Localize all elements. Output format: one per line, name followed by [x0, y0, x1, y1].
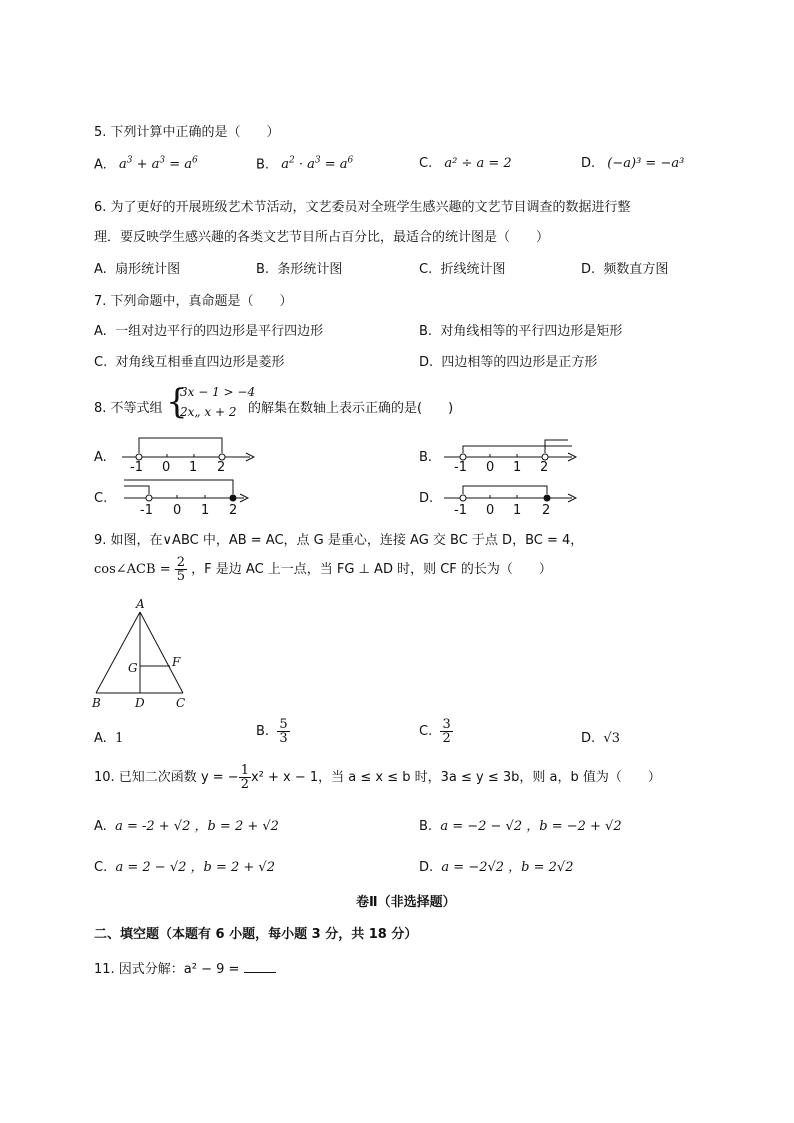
option-letter: D. [581, 156, 596, 171]
tick-label: 2 [542, 503, 551, 516]
label-g: G [128, 661, 138, 675]
filled-dot [544, 495, 550, 501]
label-d: D [135, 696, 145, 710]
label-c: C [176, 696, 186, 710]
tick-label: -1 [454, 503, 467, 516]
q6-stem-line1: 6. 为了更好的开展班级艺术节活动，文艺委员对全班学生感兴趣的文艺节目调查的数据进行整 [94, 200, 631, 215]
label-b: B [92, 696, 101, 710]
solution-ray-left-2 [124, 480, 233, 494]
q6-option-c[interactable]: C. 折线统计图 [419, 262, 506, 277]
q7-option-d[interactable]: D. 四边相等的四边形是正方形 [419, 355, 598, 370]
q5-option-c[interactable] [419, 156, 512, 171]
q9-option-d[interactable]: D. √3 [581, 731, 620, 746]
q8-ineq1: 3x − 1 > −4 [180, 385, 256, 399]
tick-label: 0 [486, 460, 495, 472]
q9-option-c[interactable]: C. $\frac{3}{2}$ [419, 717, 451, 746]
tick-label: 1 [201, 503, 210, 516]
open-dot [146, 495, 152, 501]
number-line-d[interactable] [440, 476, 590, 516]
label-f: F [172, 655, 181, 669]
q10-option-b[interactable]: B. a = −2 − √2 ，b = −2 + √2 [419, 819, 622, 834]
solution-bracket [139, 438, 222, 453]
triangle-figure [88, 596, 198, 712]
q5-b-expr: $a^2 \cdot a^3 = a^6$ [281, 156, 354, 173]
q5-option-d[interactable] [581, 156, 684, 171]
open-dot [460, 495, 466, 501]
q10-option-c[interactable]: C. a = 2 − √2 ，b = 2 + √2 [94, 860, 275, 875]
part2-title: 卷Ⅱ（非选择题） [356, 895, 456, 910]
tick-label: 2 [540, 460, 549, 472]
q8-ineq2: 2x„ x + 2 [180, 405, 237, 419]
option-letter: B. [256, 157, 270, 173]
tick-label: 1 [189, 460, 198, 472]
tick-label: 2 [229, 503, 238, 516]
solution-ray-right [463, 446, 572, 453]
tick-label: -1 [130, 460, 143, 472]
number-line-a[interactable] [118, 432, 268, 472]
q10-option-a[interactable]: A. a = -2 + √2 ，b = 2 + √2 [94, 819, 279, 834]
q10-option-d[interactable]: D. a = −2√2 ，b = 2√2 [419, 860, 574, 875]
q9-option-b[interactable]: B. $\frac{5}{3}$ [256, 717, 288, 746]
tick-label: 1 [513, 460, 522, 472]
q9-stem-line1: 9. 如图，在∨ABC 中，AB = AC，点 G 是重心，连接 AG 交 BC 于点 D，BC = 4， [94, 533, 584, 548]
q7-stem: 7. 下列命题中，真命题是（ ） [94, 294, 293, 309]
q8-option-d-letter[interactable]: D. [419, 491, 434, 506]
q7-option-a[interactable]: A. 一组对边平行的四边形是平行四边形 [94, 324, 324, 339]
q9-stem-line2: cos∠ACB = $\frac{2}{5}$ ，F 是边 AC 上一点，当 FG ⊥ AD 时，则 CF 的长为（ ） [94, 555, 552, 584]
q5-c-expr: a² ÷ a = 2 [444, 156, 512, 171]
option-letter: C. [419, 156, 433, 171]
q5-a-expr: $a^3 + a^3 = a^6$ [118, 156, 198, 173]
q8-option-c-letter[interactable]: C. [94, 491, 108, 506]
q8-prefix: 8. 不等式组 [94, 401, 163, 416]
q6-option-a[interactable]: A. 扇形统计图 [94, 262, 181, 277]
q8-option-b-letter[interactable]: B. [419, 450, 433, 465]
section2-title: 二、填空题（本题有 6 小题，每小题 3 分，共 18 分） [94, 927, 418, 942]
tick-label: -1 [454, 460, 467, 472]
q10-stem: 10. 已知二次函数 y = − $\frac{1}{2}$ x² + x − 1，当 a ≤ x ≤ b 时，3a ≤ y ≤ 3b，则 a，b 值为（ ） [94, 763, 661, 792]
number-line-c[interactable] [118, 476, 268, 516]
answer-blank[interactable] [244, 960, 276, 973]
tick-label: 0 [173, 503, 182, 516]
tick-label: 1 [513, 503, 522, 516]
tick-label: 0 [162, 460, 171, 472]
q6-option-b[interactable]: B. 条形统计图 [256, 262, 343, 277]
q5-stem: 5. 下列计算中正确的是（ ） [94, 125, 280, 140]
solution-bracket [463, 486, 547, 494]
q5-option-a[interactable] [94, 156, 198, 172]
q6-stem-line2: 理．要反映学生感兴趣的各类文艺节目所占百分比，最适合的统计图是（ ） [94, 230, 550, 245]
tick-label: -1 [140, 503, 153, 516]
q6-option-d[interactable]: D. 频数直方图 [581, 262, 669, 277]
side-ab [96, 612, 140, 693]
q8-suffix: 的解集在数轴上表示正确的是( ) [248, 401, 454, 416]
filled-dot [230, 495, 236, 501]
label-a: A [136, 597, 145, 611]
option-letter: A. [94, 157, 107, 173]
tick-label: 0 [486, 503, 495, 516]
q7-option-c[interactable]: C. 对角线互相垂直四边形是菱形 [94, 355, 285, 370]
side-ac [140, 612, 183, 693]
tick-label: 2 [217, 460, 226, 472]
q11: 11. 因式分解：a² − 9 = [94, 958, 276, 977]
left-brace-icon: { [166, 382, 188, 422]
solution-ray-left [124, 486, 149, 494]
q7-option-b[interactable]: B. 对角线相等的平行四边形是矩形 [419, 324, 623, 339]
q9-option-a[interactable]: A. 1 [94, 731, 124, 746]
q8-option-a-letter[interactable]: A. [94, 450, 107, 465]
q5-d-expr: (−a)³ = −a³ [607, 156, 685, 171]
q5-option-b[interactable] [256, 156, 353, 172]
number-line-b[interactable] [440, 432, 590, 472]
